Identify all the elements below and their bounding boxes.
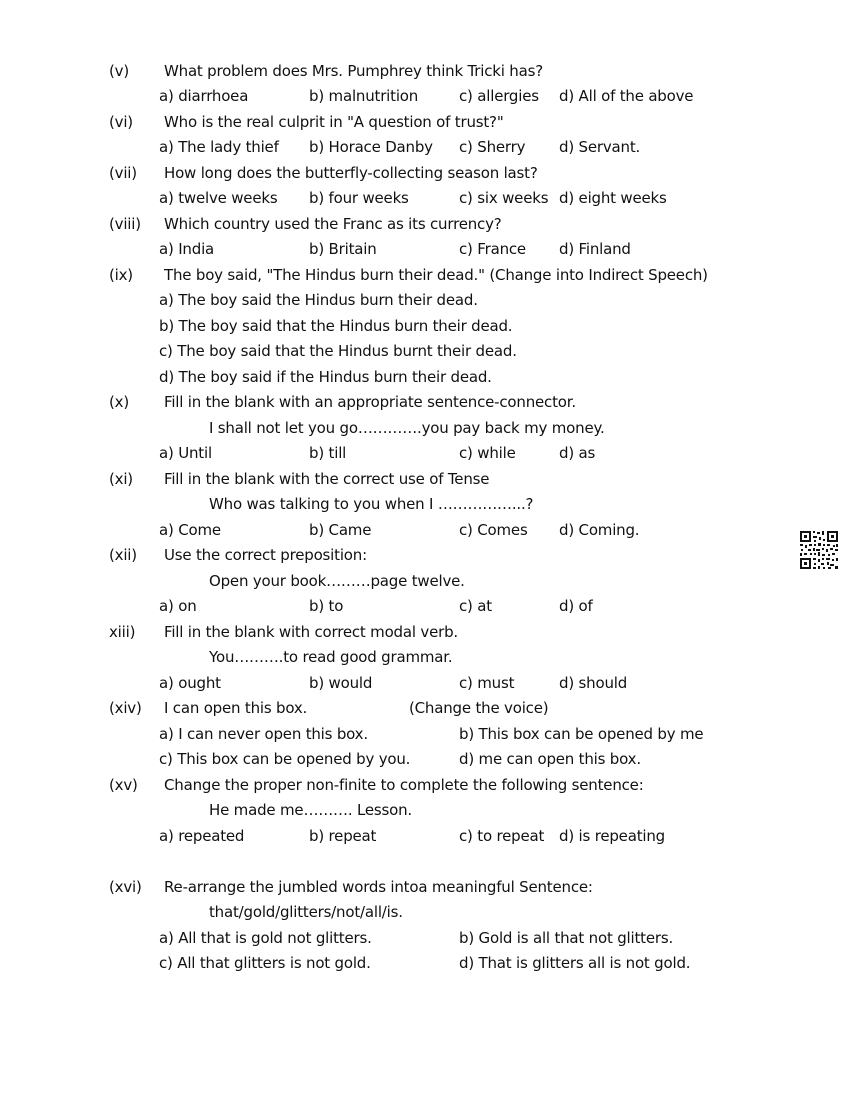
option-d: d) The boy said if the Hindus burn their dead. [159,368,492,386]
example-sentence: Who was talking to you when I ……………...? [209,495,534,513]
option-a: a) repeated [159,827,245,845]
option-d: d) All of the above [559,87,694,105]
option-a: a) twelve weeks [159,189,278,207]
question-text: Fill in the blank with the correct use of Tense [164,470,490,488]
option-c: c) at [459,597,492,615]
question-number: (ix) [109,266,133,284]
option-c: c) The boy said that the Hindus burnt their dead. [159,342,517,360]
example-sentence: I shall not let you go………….you pay back my money. [209,419,605,437]
option-d: d) Coming. [559,521,640,539]
option-b: b) Britain [309,240,377,258]
option-c: c) six weeks [459,189,549,207]
example-sentence: that/gold/glitters/not/all/is. [209,903,403,921]
option-d: d) Servant. [559,138,641,156]
question-number: (xiv) [109,699,142,717]
option-b: b) Came [309,521,372,539]
question-text: The boy said, "The Hindus burn their dead." (Change into Indirect Speech) [164,266,708,284]
option-b: b) malnutrition [309,87,419,105]
example-sentence: Open your book………page twelve. [209,572,465,590]
option-d: d) Finland [559,240,631,258]
option-a: a) The boy said the Hindus burn their dead. [159,291,478,309]
option-a: a) India [159,240,215,258]
option-d: d) as [559,444,596,462]
option-c: c) allergies [459,87,539,105]
option-c: c) All that glitters is not gold. [159,954,371,972]
option-a: a) I can never open this box. [159,725,368,743]
option-a: a) on [159,597,197,615]
question-text: Re-arrange the jumbled words intoa meaningful Sentence: [164,878,593,896]
question-text: I can open this box. [164,699,308,717]
question-number: xiii) [109,623,136,641]
question-text: Who is the real culprit in "A question of trust?" [164,113,504,131]
option-d: d) me can open this box. [459,750,641,768]
option-a: a) The lady thief [159,138,279,156]
question-text: What problem does Mrs. Pumphrey think Tricki has? [164,62,543,80]
question-text: Change the proper non-finite to complete the following sentence: [164,776,644,794]
option-c: c) Comes [459,521,528,539]
question-number: (vii) [109,164,137,182]
question-number: (xi) [109,470,133,488]
option-d: d) is repeating [559,827,665,845]
question-number: (x) [109,393,129,411]
option-c: c) must [459,674,515,692]
question-number: (xvi) [109,878,142,896]
example-sentence: He made me………. Lesson. [209,801,412,819]
option-b: b) This box can be opened by me [459,725,704,743]
question-number: (xv) [109,776,138,794]
option-c: c) while [459,444,516,462]
option-a: a) ought [159,674,221,692]
option-c: c) Sherry [459,138,526,156]
option-a: a) Until [159,444,212,462]
qr-code-icon [799,530,839,570]
question-number: (viii) [109,215,141,233]
option-d: d) eight weeks [559,189,667,207]
option-d: d) of [559,597,593,615]
option-d: d) That is glitters all is not gold. [459,954,691,972]
option-d: d) should [559,674,628,692]
option-c: c) This box can be opened by you. [159,750,411,768]
option-b: b) four weeks [309,189,409,207]
question-text: Fill in the blank with correct modal verb. [164,623,458,641]
option-b: b) till [309,444,347,462]
question-text: How long does the butterfly-collecting season last? [164,164,538,182]
example-sentence: You……….to read good grammar. [209,648,453,666]
option-a: a) Come [159,521,221,539]
option-b: b) to [309,597,344,615]
question-number: (vi) [109,113,133,131]
option-b: b) repeat [309,827,377,845]
question-text: Which country used the Franc as its currency? [164,215,502,233]
option-b: b) Horace Danby [309,138,433,156]
option-c: c) to repeat [459,827,545,845]
option-a: a) diarrhoea [159,87,249,105]
option-b: b) would [309,674,373,692]
question-text: Fill in the blank with an appropriate sentence-connector. [164,393,576,411]
option-a: a) All that is gold not glitters. [159,929,372,947]
option-b: b) The boy said that the Hindus burn their dead. [159,317,513,335]
question-instruction-note: (Change the voice) [409,699,549,717]
question-number: (xii) [109,546,137,564]
question-text: Use the correct preposition: [164,546,367,564]
option-c: c) France [459,240,526,258]
question-number: (v) [109,62,129,80]
option-b: b) Gold is all that not glitters. [459,929,674,947]
